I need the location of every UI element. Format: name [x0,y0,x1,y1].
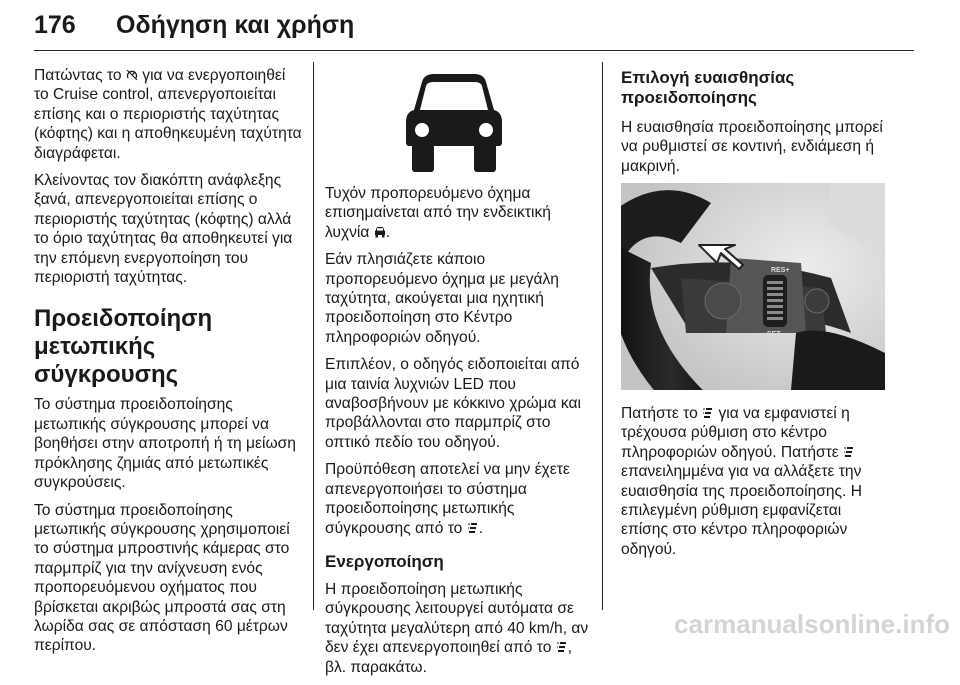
section-heading-activation: Ενεργοποίηση [325,551,444,571]
vehicle-ahead-figure [392,70,516,174]
cruise-off-icon [126,69,138,81]
column-divider-right [602,62,603,610]
fcw-intro-paragraph: Το σύστημα προειδοποίησης μετωπικής σύγκρουσης μπορεί να βοηθήσει στην αποτροπή ή τη μείωση πρόκλησης ζημιάς από μετωπικές συγκρούσεις. [34,396,296,492]
watermark: carmanualsonline.info [674,609,950,639]
section-heading-sensitivity: Επιλογή ευαισθησίας προειδοποίησης [621,68,795,107]
column-divider-left [313,62,314,610]
column-2 [325,184,593,685]
sensitivity-adjust-paragraph: Πατήστε το για να εμφανιστεί η τρέχουσα ρύθμιση στο κέντρο πληροφοριών οδηγού. Πατήστε επανειλημμένα για να αλλάξετε την ευαισθησία της προειδοποίησης. Η επιλεγμένη ρύθμιση εμφανίζεται επίσης στο κέντρο πληροφοριών οδηγού. [621,405,862,558]
steering-wheel-photo [621,183,885,390]
column-3 [621,68,889,184]
chapter-title: Οδήγηση και χρήση [116,11,355,39]
sensitivity-paragraph: Η ευαισθησία προειδοποίησης μπορεί να ρυθμιστεί σε κοντινή, ενδιάμεση ή μακρινή. [621,119,883,175]
cruise-control-paragraph: Πατώντας το για να ενεργοποιηθεί το Cruise control, απενεργοποιείται επίσης και ο περιοριστής ταχύτητας (κόφτης) και η αποθηκευμένη ταχύτητα διαγράφεται. [34,67,302,162]
page-number: 176 [34,11,76,39]
activation-paragraph: Η προειδοποίηση μετωπικής σύγκρουσης λειτουργεί αυτόματα σε ταχύτητα μεγαλύτερη από 40 km/h, αν δεν έχει απενεργοποιηθεί από το , βλ. παρακάτω. [325,580,589,676]
vehicle-ahead-icon [374,226,386,238]
res-plus-label: RES+ [771,267,790,274]
page-header [34,6,914,51]
following-distance-icon [556,641,568,653]
vehicle-ahead-paragraph: Τυχόν προπορευόμενο όχημα επισημαίνεται από την ενδεικτική λυχνία . [325,185,551,241]
following-distance-icon [467,522,479,534]
audio-warning-paragraph: Εάν πλησιάζετε κάποιο προπορευόμενο όχημα με μεγάλη ταχύτητα, ακούγεται μια ηχητική προειδοποίηση στο Κέντρο πληροφοριών οδηγού. [325,251,559,346]
fcw-camera-paragraph: Το σύστημα προειδοποίησης μετωπικής σύγκρουσης χρησιμοποιεί το σύστημα μπροστινής κάμερας στο παρμπρίζ για την ανίχνευση ενός προπορευόμενου οχήματος που βρίσκεται ακριβώς μπροστά σας στη λωρίδα σας σε απόσταση 60 μέτρων περίπου. [34,501,290,655]
vehicle-ahead-icon [392,70,516,174]
led-warning-paragraph: Επιπλέον, ο οδηγός ειδοποιείται από μια ταινία λυχνιών LED που αναβοσβήνουν με κόκκινο χρώμα και προβάλλονται στο παρμπρίζ στο οπτικό πεδίο του οδηγού. [325,356,581,451]
precondition-paragraph: Προϋπόθεση αποτελεί να μην έχετε απενεργοποιήσει το σύστημα προειδοποίησης μετωπικής σύγκρουσης από το . [325,461,570,537]
set-minus-label: SET- [767,331,783,338]
following-distance-icon [843,446,855,458]
column-3-lower [621,404,889,567]
section-heading-fcw: Προειδοποίηση μετωπικής σύγκρουσης [34,305,213,389]
following-distance-icon [702,407,714,419]
steering-wheel-illustration [621,183,885,390]
column-1 [34,66,302,664]
ignition-paragraph: Κλείνοντας τον διακόπτη ανάφλεξης ξανά, απενεργοποιείται επίσης ο περιοριστής ταχύτητας (κόφτης) αλλά το όριο ταχύτητας θα αποθηκευτεί για την επόμενη ενεργοποίηση του περιοριστή ταχύτητας. [34,172,293,287]
